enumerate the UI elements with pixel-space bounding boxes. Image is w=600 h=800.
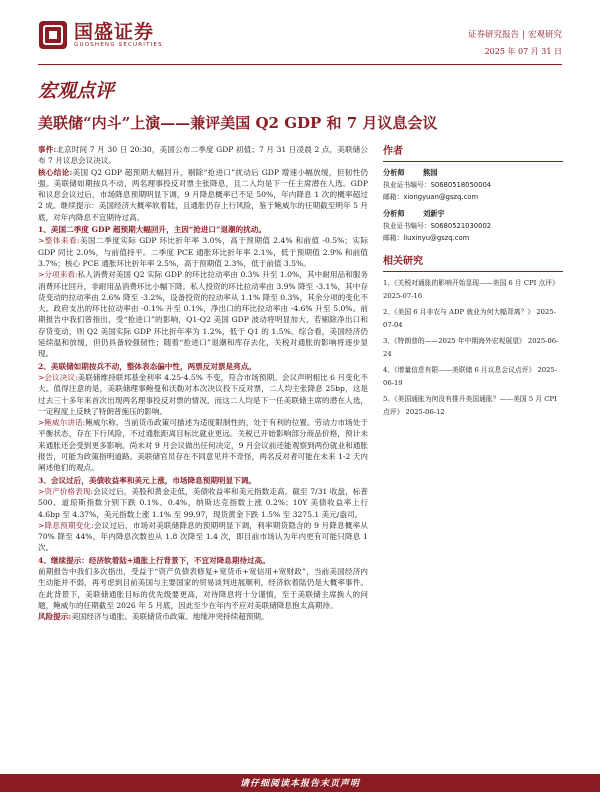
event-label: 事件:: [38, 145, 57, 154]
section-4-title: 4、继续提示：经济软着陆+通胀上行背景下，不宜对降息期待过高。: [38, 555, 270, 565]
authors-heading: 作者: [383, 146, 563, 162]
s3-assets-lead: >资产价格表现:: [38, 486, 93, 496]
risk-label: 风险提示:: [38, 612, 72, 622]
report-meta: [468, 28, 562, 57]
analyst-role: 分析师: [383, 168, 405, 177]
related-report-item[interactable]: 2、《美国 6 月非农与 ADP 就业为何大幅背离？》 2025-07-04: [383, 308, 556, 329]
report-date: 2025 年 07 月 31 日: [484, 47, 562, 56]
analyst-name: 熊园: [423, 168, 438, 177]
s1-items-text: 私人消费对美国 Q2 实际 GDP 的环比拉动率由 0.3% 升至 1.0%，其中耐用品和服务消费环比回升，非耐用品消费环比小幅下降。私人投资的环比拉动率由 3.9% 降至 -3.1%，其中存货变动的拉动率由 2.6% 降至 -3.2%，设备投资的拉动率从 1.1% 降至 0.3%，其余分项的变化不大。政府支出的环比拉动率由 -0.1% 升至 0.1%，净出口的环比拉动率由 -4.6% 升至 5.0%。前期报告中我们曾指出，受“抢进口”的影响，Q1-Q2 美国 GDP 波动将明显加大，若剔除净出口和存货变动，则 Q2 美国实际 GDP 环比折年率为 1.2%，低于 Q1 的 1.5%。综合看，美国经济仍延续温和放缓，但仍具备较强韧性；随着“抢进口”退潮和库存去化，关税对通胀的影响将逐步显现。: [38, 270, 368, 359]
s4-paragraph: 前期报告中我们多次指出，受益于“资产负债表修复+宽货币+宽信用+宽财政”，当前美国经济内生动能并不弱，再考虑到目前美国与主要国家的贸易谈判进展顺利，经济软着陆仍是大概率事件。在此背景下，美联储通胀目标的优先级要更高，对待降息将十分谨慎，至于美联储主席换人的问题，鲍威尔的任期截至 2026 年 5 月底，因此至少在年内不应对美联储降息抱太高期待。: [38, 566, 368, 610]
s2-powell-text: 鲍威尔称，当前货币政策可描述为适度限制性的，处于有利的位置。劳动力市场处于平衡状态，存在下行风险，不过通胀距离目标比就业更远。关税已开始影响部分商品价格，预计未来通胀还会受到更多影响。尚未对 9 月会议做出任何决定，9 月会议前还能观察到两份就业和通胀报告，可能为政策指明道路。美联储官员存在不同意见并不奇怪，两名反对者可能在未来 1-2 天内阐述他们的观点。: [38, 418, 369, 473]
s2-decision-text: 美联储维持联邦基金利率 4.25-4.5% 不变，符合市场预期。会议声明相比 6 月变化不大。值得注意的是，美联储理事鲍曼和沃勒对本次决议投下反对票，二人均主张降息 25bp，这是过去三十多年来首次出现两名理事投反对票的情况，而这二人均是下一任美联储主席的潜在人选，一定程度上反映了特朗普施压的影响。: [38, 372, 369, 416]
section-3-title: 3、会议过后，美债收益率和美元上涨，市场降息预期明显下调。: [38, 475, 256, 485]
sidebar: [383, 146, 563, 422]
analyst-block: [383, 208, 563, 244]
core-paragraph: [38, 167, 368, 223]
section-1-title: 1、美国二季度 GDP 超预期大幅回升，主因“抢进口”退潮的扰动。: [38, 225, 266, 235]
core-text: 美国 Q2 GDP 超预期大幅回升，剔除“抢进口”扰动后 GDP 增速小幅放缓，但韧性仍强。美联储如期按兵不动，两名理事投反对票主张降息，且二入均是下一任主席潜在人选。GDP 和议息会议过后，市场降息预期明显下调，9 月降息概率已不足 50%，年内降息 1 次的概率超过 2 成。继续提示：美国经济大概率软着陆，且通胀仍存上行风险，鉴于鲍威尔的任期截至明年 5 月底，对年内降息不宜期待过高。: [38, 167, 368, 222]
analyst-email[interactable]: 邮箱：liuxinyu@gszq.com: [383, 234, 470, 242]
related-report-item[interactable]: 5、《美国通胀为何没有推升美国通胀？——美国 5 月 CPI 点评》 2025-06-12: [383, 395, 557, 416]
s2-powell-lead: >鲍威尔讲话:: [38, 418, 86, 428]
s3-assets-paragraph: [38, 486, 368, 520]
s2-powell-paragraph: [38, 417, 368, 473]
core-label: 核心结论:: [38, 167, 73, 177]
section-2-title: 2、美联储如期按兵不动，整体表态偏中性，两票反对票是亮点。: [38, 361, 256, 371]
report-title: 美联储“内斗”上演——兼评美国 Q2 GDP 和 7 月议息会议: [38, 114, 438, 132]
analyst-cert: 执业证书编号：S0680521030002: [383, 222, 492, 230]
s1-items-lead: >分项来看:: [38, 270, 78, 280]
risk-text: 美国经济与通胀、美联储货币政策、地缘冲突持续超预期。: [71, 612, 269, 622]
s3-expect-text: 会议过后，市场对美联储降息的预期明显下调，利率期货隐含的 9 月降息概率从 70% 降至 44%，年内降息次数也从 1.8 次降至 1.4 次，即目前市场认为年内更有可能只降息 1 次。: [38, 520, 368, 553]
footer-disclaimer: 请仔细阅读本报告末页声明: [239, 779, 360, 789]
s1-overall-paragraph: [38, 235, 368, 269]
report-category: 宏观点评: [38, 80, 115, 102]
analyst-role: 分析师: [383, 209, 405, 218]
event-paragraph: [38, 144, 368, 167]
logo-english-name: GUOSHENG SECURITIES: [74, 42, 163, 48]
related-research-heading: 相关研究: [383, 256, 563, 272]
analyst-name: 刘新宇: [423, 209, 445, 218]
main-body: [38, 144, 368, 622]
report-header: [0, 0, 600, 68]
related-report-item[interactable]: 4、《增量信息有限——美联储 6 月议息会议点评》 2025-06-19: [383, 366, 558, 387]
report-type: 证券研究报告: [468, 30, 520, 40]
s1-overall-text: 美国二季度实际 GDP 环比折年率 3.0%，高于预期值 2.4% 和前值 -0.5%；实际 GDP 同比 2.0%，与前值持平。二季度 PCE 通胀环比折年率 2.1%，低于预期值 2.9% 和前值 3.7%；核心 PCE 通胀环比折年率 2.5%，高于预期值 2.3%，低于前值 3.5%。: [38, 236, 369, 268]
s3-expect-lead: >降息预期变化:: [38, 520, 94, 530]
risk-paragraph: [38, 611, 368, 622]
analyst-block: [383, 167, 563, 203]
report-series: 宏观研究: [527, 30, 562, 40]
logo-chinese-name: 国盛证券: [74, 21, 155, 43]
analyst-cert: 执业证书编号：S0680518050004: [383, 181, 492, 189]
s3-assets-text: 会议过后，美股和黄金走低，美债收益率和美元指数走高。截至 7/31 收盘，标普 500、道琼斯指数分别下跌 0.1%、0.4%，纳斯达克指数上涨 0.2%；10Y 美债收益率上行 4.6bp 至 4.37%，美元指数上涨 1.1% 至 99.97，现货黄金下跌 1.5% 至 3275.1 美元/盎司。: [38, 486, 368, 519]
s3-expect-paragraph: [38, 520, 368, 554]
header-divider: [38, 64, 562, 65]
related-report-item[interactable]: 3、《特朗普的——2025 年中期海外宏观展望》 2025-06-24: [383, 337, 559, 358]
guosheng-logo-icon: [38, 20, 68, 50]
meta-separator: |: [522, 30, 525, 40]
company-logo: [38, 20, 163, 50]
s1-items-paragraph: [38, 269, 368, 359]
related-report-item[interactable]: 1、《关税对通胀的影响开始显现——美国 6 月 CPI 点评》 2025-07-16: [383, 279, 559, 300]
s2-decision-paragraph: [38, 372, 368, 417]
s1-overall-lead: >整体来看:: [38, 236, 80, 246]
event-text: 北京时间 7 月 30 日 20:30，美国公布二季度 GDP 初值；7 月 31 日凌晨 2 点，美联储公布 7 月议息会议决议。: [38, 145, 368, 166]
analyst-email[interactable]: 邮箱：xiongyuan@gszq.com: [383, 193, 479, 201]
s2-decision-lead: >会议决议:: [38, 372, 78, 382]
